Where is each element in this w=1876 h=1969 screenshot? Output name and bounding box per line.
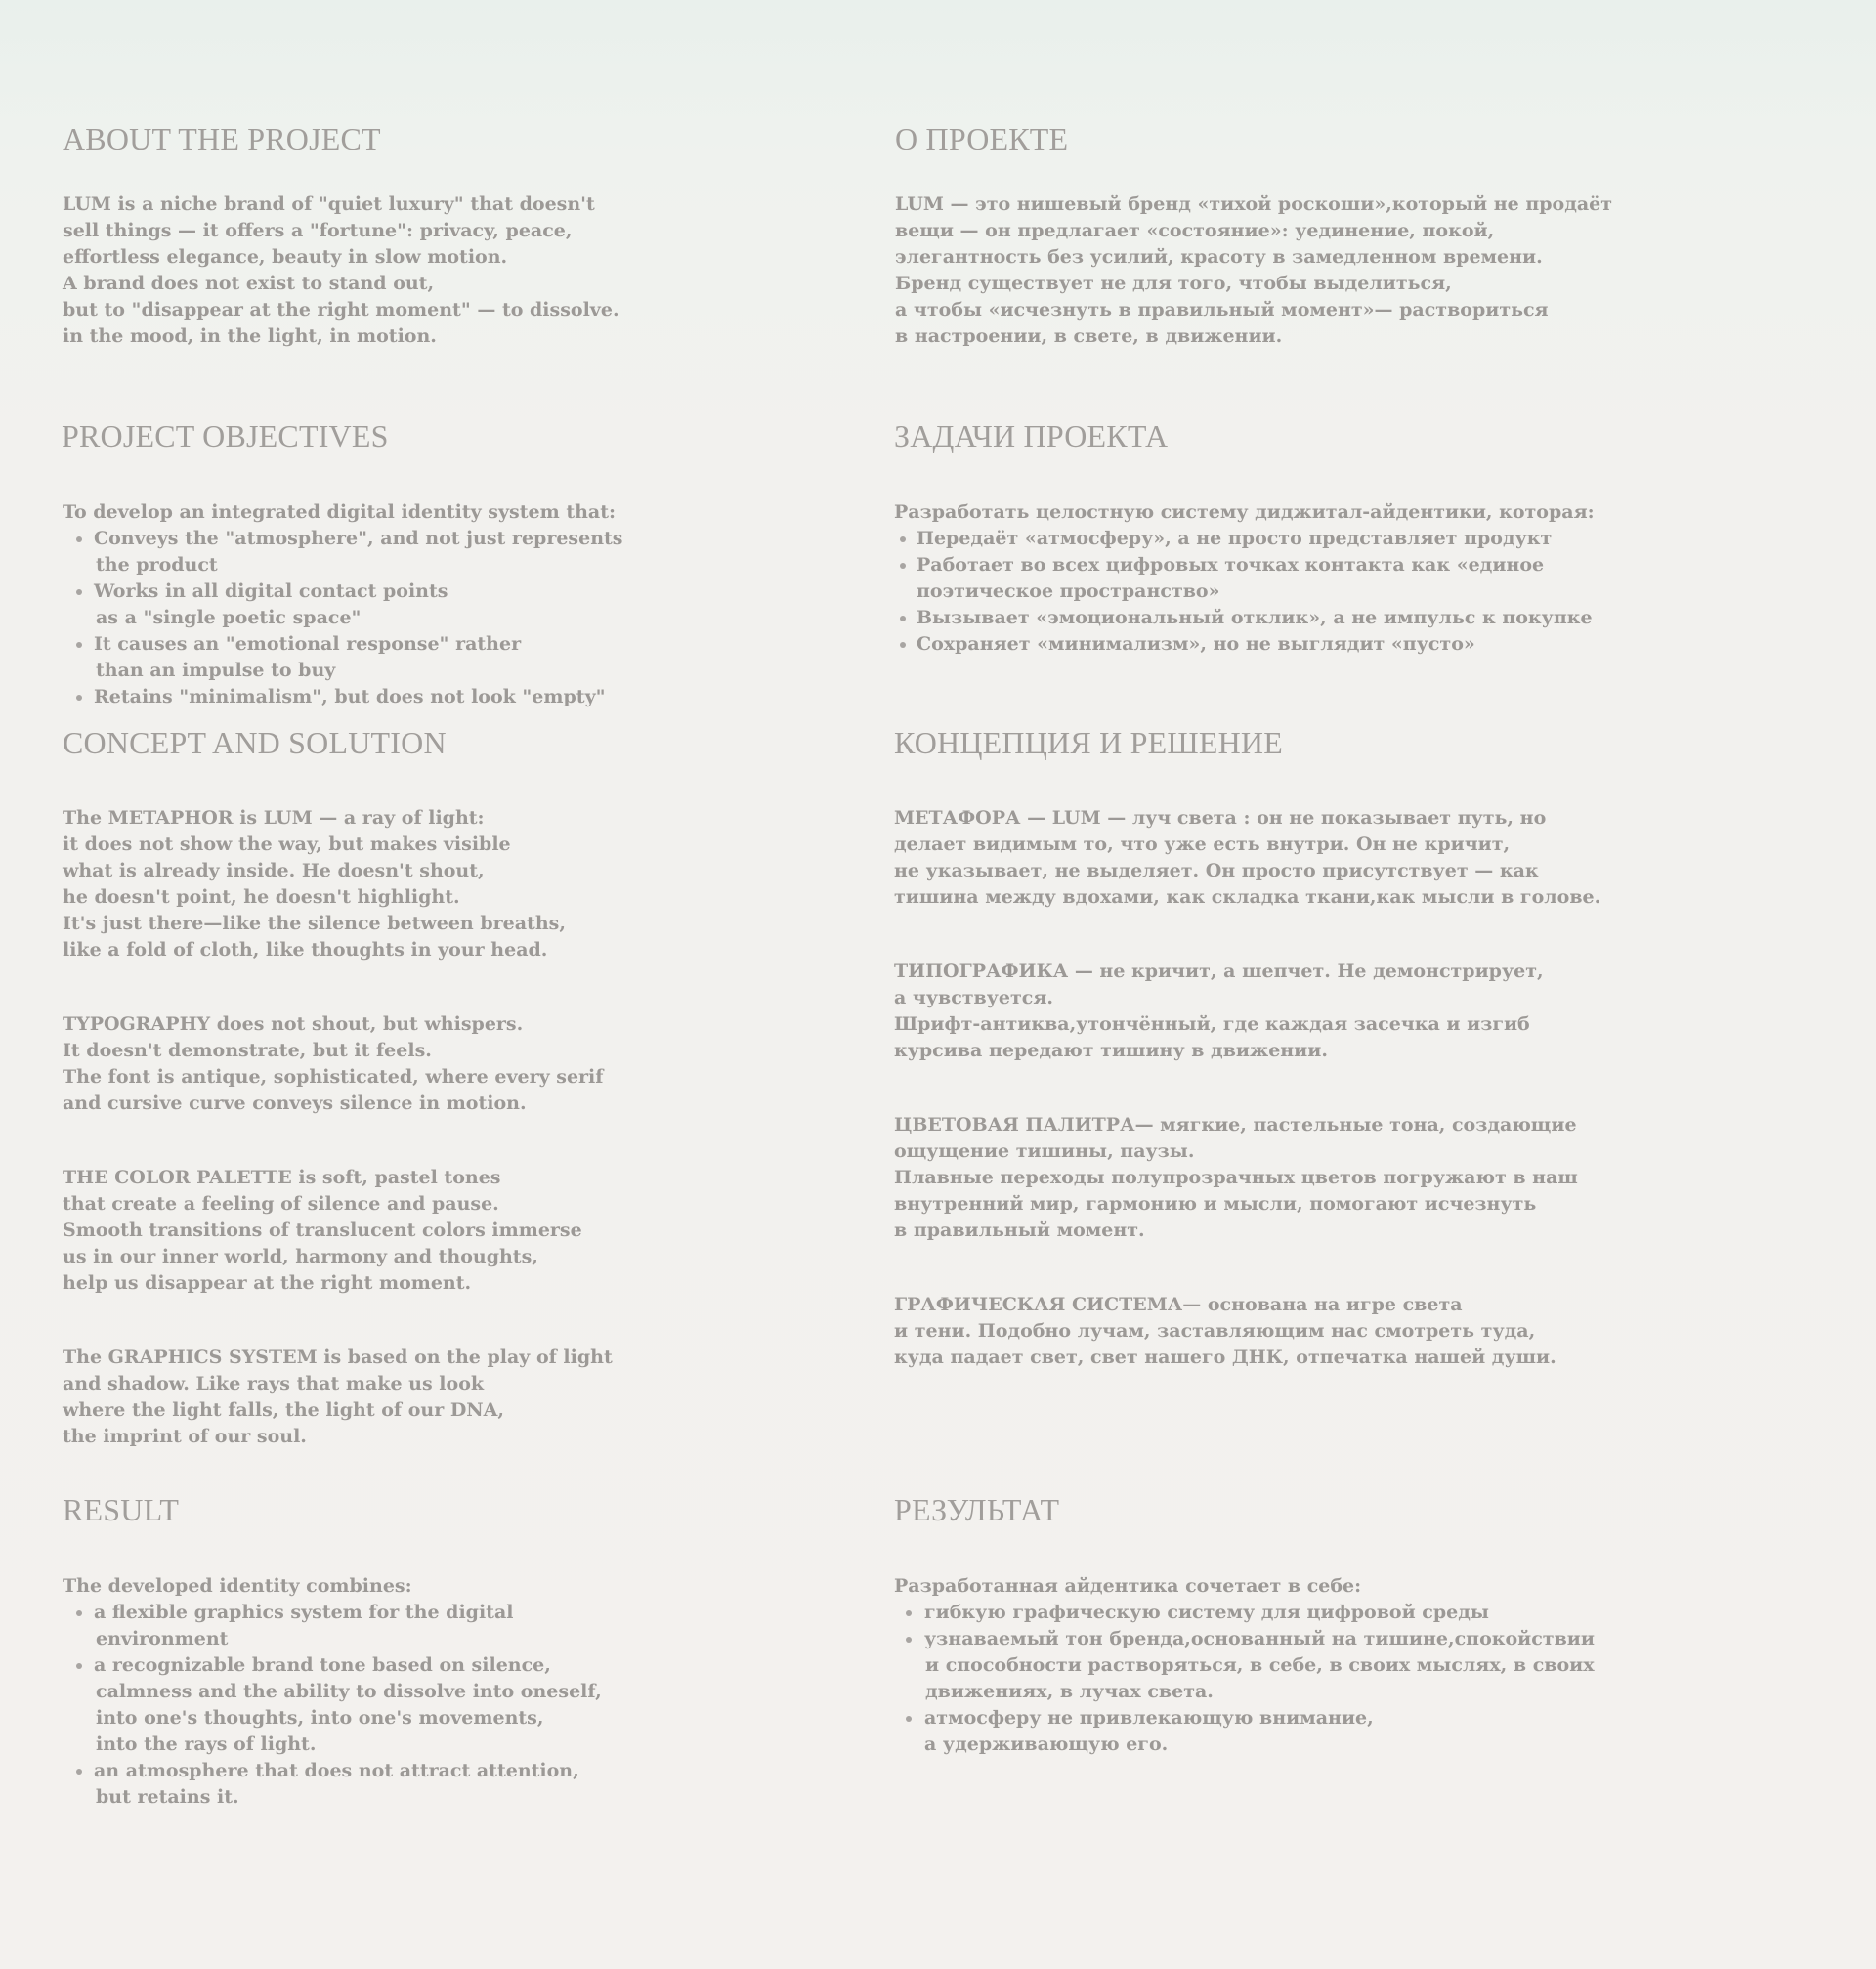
text-line: environment: [96, 1628, 229, 1649]
text-line: but retains it.: [96, 1786, 239, 1808]
text-line: Плавные переходы полупрозрачных цветов погружают в наш: [894, 1167, 1578, 1188]
text-line: и тени. Подобно лучам, заставляющим нас смотреть туда,: [894, 1320, 1536, 1342]
text-line: курсива передают тишину в движении.: [894, 1040, 1328, 1061]
text-line: гибкую графическую систему для цифровой среды: [924, 1602, 1489, 1623]
objectives-text-ru: [894, 499, 1595, 658]
text-line: It's just there—like the silence between breaths,: [63, 913, 566, 934]
concept-metaphor-en: [63, 805, 566, 963]
text-line: ощущение тишины, паузы.: [894, 1140, 1195, 1162]
objectives-list: [894, 526, 1595, 658]
text-line: ЦВЕТОВАЯ ПАЛИТРА— мягкие, пастельные тона, создающие: [894, 1114, 1577, 1135]
about-title-en: ABOUT THE PROJECT: [63, 121, 381, 156]
text-line: calmness and the ability to dissolve into oneself,: [96, 1681, 602, 1702]
text-line: than an impulse to buy: [96, 660, 336, 681]
result-text-ru: [894, 1573, 1595, 1758]
concept-title-en: CONCEPT AND SOLUTION: [63, 725, 447, 760]
concept-title-ru: КОНЦЕПЦИЯ И РЕШЕНИЕ: [894, 725, 1283, 760]
text-line: в настроении, в свете, в движении.: [895, 325, 1283, 347]
objectives-intro: Разработать целостную систему диджитал-айдентики, которая:: [894, 501, 1595, 523]
text-line: an atmosphere that does not attract attention,: [94, 1760, 579, 1781]
text-line: элегантность без усилий, красоту в замедленном времени.: [895, 246, 1543, 268]
text-line: It causes an "emotional response" rather: [94, 633, 522, 655]
concept-graphics-ru: [894, 1292, 1556, 1371]
about-text-ru: [895, 192, 1612, 350]
text-line: effortless elegance, beauty in slow motion.: [63, 246, 508, 268]
result-intro: The developed identity combines:: [63, 1575, 412, 1597]
text-line: The GRAPHICS SYSTEM is based on the play of light: [63, 1347, 613, 1368]
text-line: where the light falls, the light of our DNA,: [63, 1399, 505, 1421]
list-item: [894, 552, 1595, 605]
text-line: LUM — это нишевый бренд «тихой роскоши»,который не продаёт: [895, 193, 1613, 215]
text-line: а чувствуется.: [894, 987, 1053, 1008]
list-item: [63, 684, 623, 710]
text-line: Conveys the "atmosphere", and not just represents: [94, 528, 623, 549]
text-line: a flexible graphics system for the digital: [94, 1602, 514, 1623]
text-line: Шрифт-антиква,утончённый, где каждая засечка и изгиб: [894, 1013, 1530, 1035]
text-line: into the rays of light.: [96, 1734, 317, 1755]
text-line: A brand does not exist to stand out,: [63, 273, 435, 294]
concept-typography-en: [63, 1011, 603, 1117]
concept-palette-en: [63, 1165, 582, 1297]
text-line: поэтическое пространство»: [917, 580, 1220, 602]
result-list: [894, 1600, 1595, 1758]
list-item: [63, 578, 623, 631]
text-line: help us disappear at the right moment.: [63, 1272, 472, 1294]
concept-palette-ru: [894, 1112, 1578, 1244]
text-line: the imprint of our soul.: [63, 1426, 307, 1447]
text-line: into one's thoughts, into one's movements,: [96, 1707, 544, 1729]
text-line: a recognizable brand tone based on silence,: [94, 1654, 551, 1676]
list-item: [63, 526, 623, 578]
text-line: в правильный момент.: [894, 1220, 1145, 1241]
text-line: Works in all digital contact points: [94, 580, 448, 602]
text-line: атмосферу не привлекающую внимание,: [924, 1707, 1374, 1729]
text-line: и способности растворяться, в себе, в своих мыслях, в своих: [925, 1654, 1595, 1676]
text-line: Работает во всех цифровых точках контакта как «единое: [917, 554, 1545, 576]
text-line: делает видимым то, что уже есть внутри. Он не кричит,: [894, 834, 1511, 855]
text-line: куда падает свет, свет нашего ДНК, отпечатка нашей души.: [894, 1347, 1556, 1368]
result-title-ru: РЕЗУЛЬТАТ: [894, 1492, 1060, 1527]
text-line: TYPOGRAPHY does not shout, but whispers.: [63, 1013, 524, 1035]
text-line: а удерживающую его.: [924, 1734, 1169, 1755]
list-item: [63, 631, 623, 684]
text-line: the product: [96, 554, 218, 576]
text-line: Smooth transitions of translucent colors immerse: [63, 1220, 582, 1241]
objectives-text-en: [63, 499, 623, 710]
list-item: [894, 631, 1595, 658]
text-line: ТИПОГРАФИКА — не кричит, а шепчет. Не демонстрирует,: [894, 961, 1544, 982]
text-line: but to "disappear at the right moment" — to dissolve.: [63, 299, 619, 321]
list-item: [894, 1600, 1595, 1626]
text-line: движениях, в лучах света.: [925, 1681, 1214, 1702]
text-line: Retains "minimalism", but does not look "empty": [94, 686, 606, 707]
text-line: ГРАФИЧЕСКАЯ СИСТЕМА— основана на игре света: [894, 1294, 1463, 1315]
text-line: THE COLOR PALETTE is soft, pastel tones: [63, 1167, 501, 1188]
text-line: it does not show the way, but makes visible: [63, 834, 511, 855]
text-line: and shadow. Like rays that make us look: [63, 1373, 485, 1394]
result-intro: Разработанная айдентика сочетает в себе:: [894, 1575, 1362, 1597]
result-title-en: RESULT: [63, 1492, 180, 1527]
text-line: тишина между вдохами, как складка ткани,как мысли в голове.: [894, 886, 1601, 908]
text-line: that create a feeling of silence and pause.: [63, 1193, 499, 1215]
text-line: in the mood, in the light, in motion.: [63, 325, 437, 347]
text-line: LUM is a niche brand of "quiet luxury" that doesn't: [63, 193, 595, 215]
text-line: не указывает, не выделяет. Он просто присутствует — как: [894, 860, 1539, 881]
text-line: he doesn't point, he doesn't highlight.: [63, 886, 460, 908]
about-title-ru: О ПРОЕКТЕ: [895, 121, 1069, 156]
text-line: а чтобы «исчезнуть в правильный момент»— раствориться: [895, 299, 1549, 321]
text-line: Передаёт «атмосферу», а не просто представляет продукт: [917, 528, 1553, 549]
text-line: like a fold of cloth, like thoughts in your head.: [63, 939, 548, 961]
result-text-en: [63, 1573, 602, 1811]
text-line: Сохраняет «минимализм», но не выглядит «пусто»: [917, 633, 1475, 655]
objectives-title-ru: ЗАДАЧИ ПРОЕКТА: [894, 418, 1169, 453]
text-line: внутренний мир, гармонию и мысли, помогают исчезнуть: [894, 1193, 1537, 1215]
text-line: as a "single poetic space": [96, 607, 362, 628]
objectives-list: [63, 526, 623, 710]
list-item: [894, 1626, 1595, 1705]
text-line: Бренд существует не для того, чтобы выделиться,: [895, 273, 1452, 294]
text-line: The font is antique, sophisticated, where every serif: [63, 1066, 604, 1088]
text-line: Вызывает «эмоциональный отклик», а не импульс к покупке: [917, 607, 1593, 628]
list-item: [894, 1705, 1595, 1758]
list-item: [894, 526, 1595, 552]
concept-typography-ru: [894, 959, 1544, 1064]
list-item: [63, 1758, 602, 1811]
concept-graphics-en: [63, 1345, 613, 1450]
objectives-title-en: PROJECT OBJECTIVES: [62, 418, 389, 453]
text-line: It doesn't demonstrate, but it feels.: [63, 1040, 432, 1061]
text-line: узнаваемый тон бренда,основанный на тишине,спокойствии: [924, 1628, 1595, 1649]
result-list: [63, 1600, 602, 1811]
list-item: [894, 605, 1595, 631]
text-line: МЕТАФОРА — LUM — луч света : он не показывает путь, но: [894, 807, 1547, 829]
text-line: sell things — it offers a "fortune": privacy, peace,: [63, 220, 573, 241]
text-line: The METAPHOR is LUM — a ray of light:: [63, 807, 485, 829]
about-text-en: [63, 192, 619, 350]
text-line: what is already inside. He doesn't shout,: [63, 860, 485, 881]
text-line: and cursive curve conveys silence in motion.: [63, 1092, 527, 1114]
list-item: [63, 1652, 602, 1758]
text-line: us in our inner world, harmony and thoughts,: [63, 1246, 538, 1267]
text-line: вещи — он предлагает «состояние»: уединение, покой,: [895, 220, 1495, 241]
objectives-intro: To develop an integrated digital identity system that:: [63, 501, 617, 523]
concept-metaphor-ru: [894, 805, 1600, 911]
list-item: [63, 1600, 602, 1652]
